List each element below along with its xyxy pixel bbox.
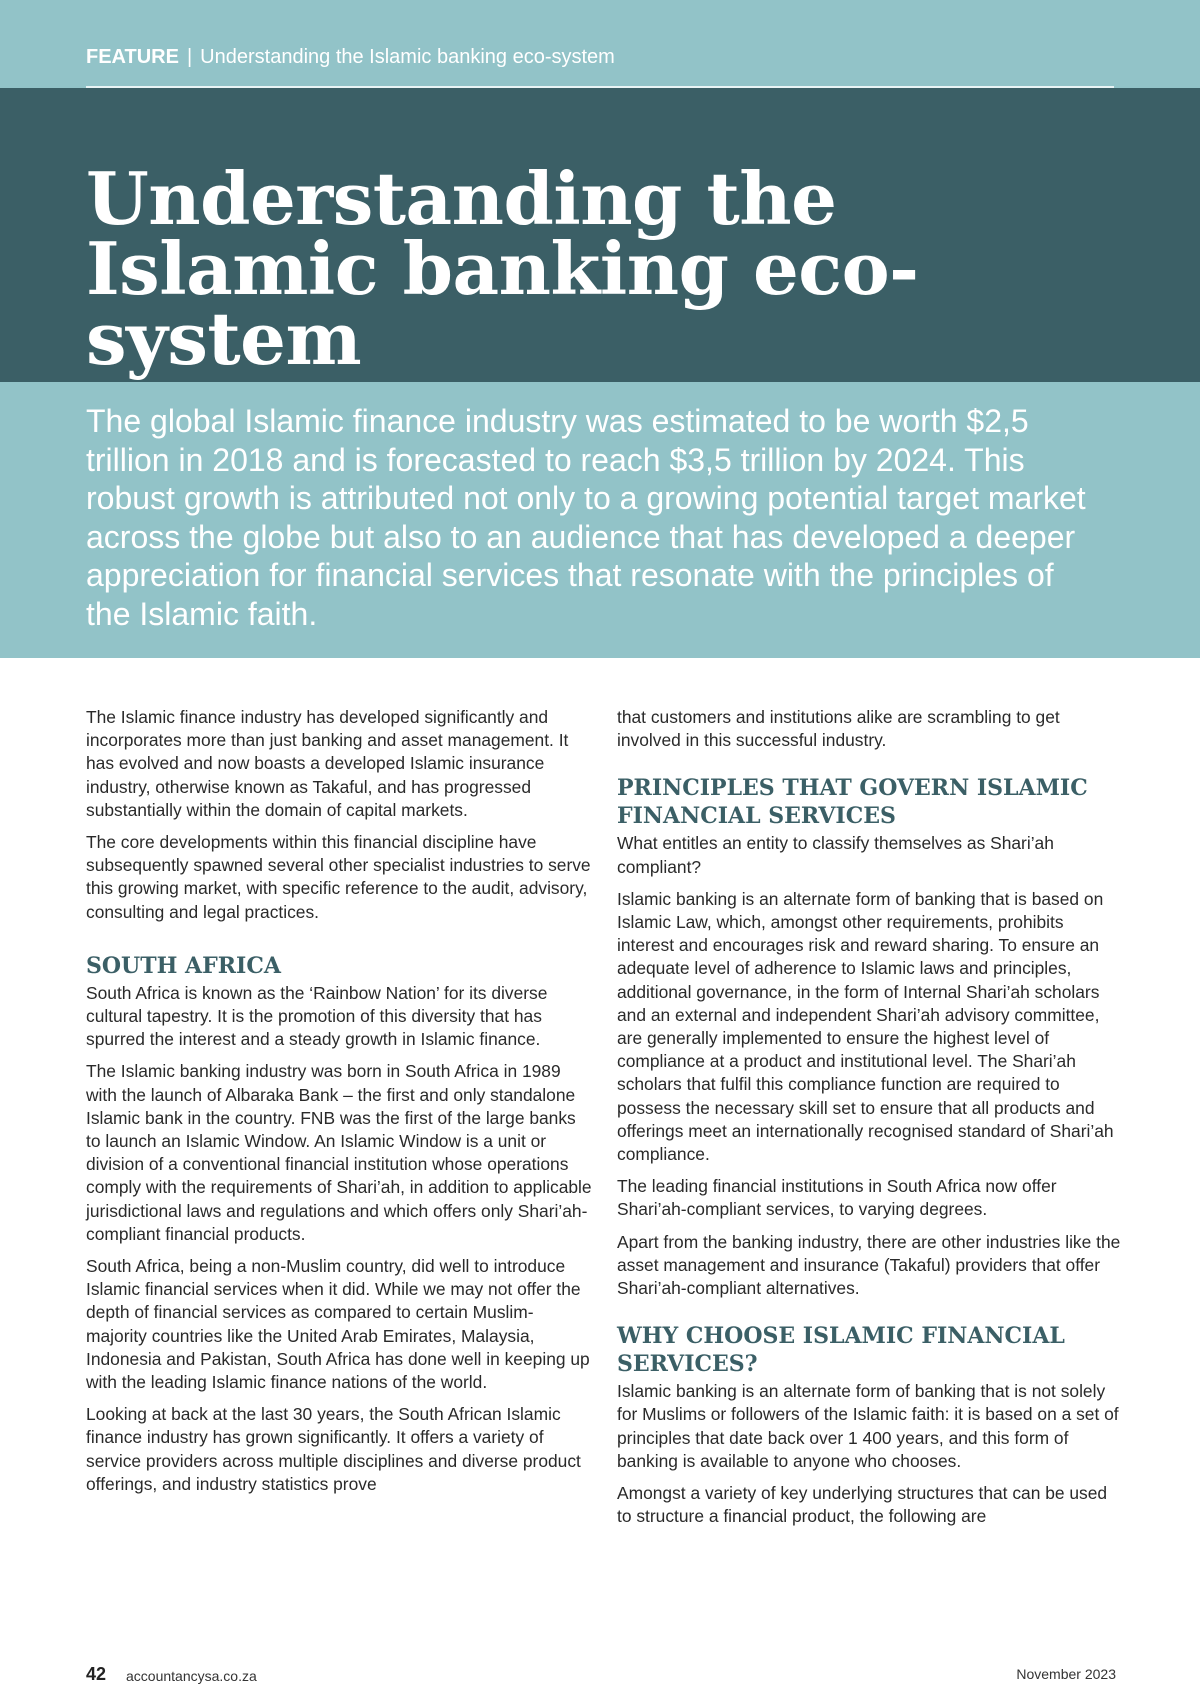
paragraph: The core developments within this financial discipline have subsequently spawned several other specialist industries to serve this growing market, with specific reference to the audit, advisory, consulting and legal practices. [86,832,591,922]
paragraph: Looking at back at the last 30 years, the South African Islamic finance industry has grown significantly. It offers a variety of service providers across multiple disciplines and diverse product offerings, and industry statistics prove [86,1404,581,1494]
paragraph: South Africa, being a non-Muslim country, did well to introduce Islamic financial services when it did. While we may not offer the depth of financial services as compared to certain Muslim-majority countries like the United Arab Emirates, Malaysia, Indonesia and Pakistan, South Africa has done well in keeping up with the leading Islamic finance nations of the world. [86,1256,590,1393]
paragraph: The Islamic finance industry has developed significantly and incorporates more than just banking and asset management. It has evolved and now boasts a developed Islamic insurance industry, otherwise known as Takaful, and has progressed substantially within the domain of capital markets. [86,707,569,820]
paragraph: South Africa is known as the ‘Rainbow Nation’ for its diverse cultural tapestry. It is the promotion of this diversity that has spurred the interest and a steady growth in Islamic finance. [86,982,548,1050]
article-title: Understanding the Islamic banking eco-system [86,156,919,381]
title-band [0,88,1200,382]
section-heading-south-africa: SOUTH AFRICA [86,952,281,979]
footer-website: accountancysa.co.za [126,1668,257,1684]
right-column [617,706,1123,1537]
running-title: Understanding the Islamic banking eco-system [200,46,615,68]
paragraph: Apart from the banking industry, there are other industries like the asset management and insurance (Takaful) providers that offer Shari’ah-compliant alternatives. [617,1231,1121,1299]
paragraph: Islamic banking is an alternate form of banking that is based on Islamic Law, which, amongst other requirements, prohibits interest and encourages risk and reward sharing. To ensure an adequate level of adherence to Islamic laws and principles, additional governance, in the form of Internal Shari’ah scholars and an external and independent Shari’ah advisory committee, are generally implemented to ensure the highest level of compliance at a product and institutional level. The Shari’ah scholars that fulfil this compliance function are required to possess the necessary skill set to ensure that all products and offerings meet an internationally recognised standard of Shari’ah compliance. [617,888,1114,1165]
page-number: 42 [86,1664,107,1684]
paragraph: The leading financial institutions in South Africa now offer Shari’ah-compliant services, to varying degrees. [617,1176,1057,1220]
paragraph: What entitles an entity to classify themselves as Shari’ah compliant? [617,833,1054,877]
article-standfirst: The global Islamic finance industry was estimated to be worth $2,5 trillion in 2018 and is forecasted to reach $3,5 trillion by 2024. This robust growth is attributed not only to a growing potential target market across the globe but also to an audience that has developed a deeper appreciation for financial services that resonate with the principles of the Islamic faith. [86,403,1086,632]
section-label: FEATURE [86,46,179,68]
left-column [86,706,594,1505]
paragraph: Islamic banking is an alternate form of banking that is not solely for Muslims or followers of the Islamic faith: it is based on a set of principles that date back over 1 400 years, and this form of banking is available to anyone who chooses. [617,1381,1119,1471]
paragraph: The Islamic banking industry was born in South Africa in 1989 with the launch of Albaraka Bank – the first and only standalone Islamic bank in the country. FNB was the first of the large banks to launch an Islamic Window. An Islamic Window is a unit or division of a conventional financial institution whose operations comply with the requirements of Shari’ah, in addition to applicable jurisdictional laws and regulations and which offers only Shari’ah-compliant financial products. [86,1061,592,1244]
paragraph: that customers and institutions alike are scrambling to get involved in this successful industry. [617,707,1060,751]
header-separator: | [186,46,193,68]
section-heading-principles: PRINCIPLES THAT GOVERN ISLAMIC FINANCIAL SERVICES [617,775,1088,830]
header-band [0,0,1200,88]
paragraph: Amongst a variety of key underlying structures that can be used to structure a financial product, the following are [617,1483,1108,1527]
section-heading-why-choose: WHY CHOOSE ISLAMIC FINANCIAL SERVICES? [617,1323,1065,1378]
intro-band [0,382,1200,658]
footer-date: November 2023 [1016,1666,1116,1682]
running-header [86,46,615,69]
